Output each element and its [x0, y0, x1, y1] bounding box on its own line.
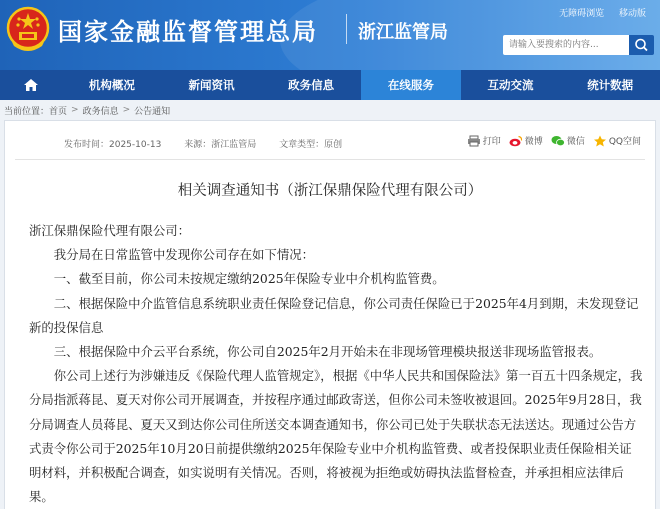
- nav-news[interactable]: 新闻资讯: [188, 78, 235, 92]
- print-button[interactable]: [467, 134, 501, 147]
- share-qzone[interactable]: [593, 134, 641, 147]
- share-weibo[interactable]: [509, 134, 543, 147]
- breadcrumb-gov-info[interactable]: 政务信息: [82, 106, 119, 117]
- breadcrumb-notices[interactable]: 公告通知: [134, 106, 171, 117]
- article-divider: [15, 159, 645, 160]
- body-paragraph: 你公司上述行为涉嫌违反《保险代理人监管规定》，根据《中华人民共和国保险法》第一百五十四条规定，我分局指派蒋昆、夏天对你公司开展调查，并按程序通过邮政寄送，但你公司未签收被退回。2025年9月28日，我分局调查人员蒋昆、夏天又到达你公司住所送交本调查通知书，你公司已处于失联状态无法送达。现通过公告方式责令你公司于2025年10月20日前提供缴纳2025年保险专业中介机构监管费、或者投保职业责任保险相关证明材料，并积极配合调查，如实说明有关情况。否则，将被视为拒绝或妨碍执法监督检查，并承担相应法律后果。: [29, 368, 643, 505]
- nav-government-info[interactable]: 政务信息: [288, 78, 335, 92]
- body-paragraph: 二、根据保险中介监管信息系统职业责任保险登记信息，你公司责任保险已于2025年4月到期，未发现登记新的投保信息: [29, 295, 639, 335]
- body-paragraph: 我分局在日常监管中发现你公司存在如下情况：: [53, 247, 314, 263]
- nav-interaction[interactable]: 互动交流: [487, 78, 534, 92]
- site-title[interactable]: 国家金融监督管理总局: [58, 17, 318, 46]
- branch-title[interactable]: 浙江监管局: [358, 22, 448, 43]
- breadcrumb-prefix: 当前位置：: [4, 106, 50, 117]
- search-input[interactable]: [503, 35, 629, 55]
- salutation: 浙江保鼎保险代理有限公司：: [29, 223, 191, 238]
- weibo-icon: [509, 135, 523, 147]
- national-emblem-icon: [6, 6, 50, 56]
- article-panel: [4, 120, 656, 509]
- share-tools: [459, 134, 641, 147]
- access-links: [547, 6, 646, 19]
- search-icon: [629, 35, 654, 55]
- article-meta: [64, 137, 362, 150]
- body-paragraph: 三、根据保险中介云平台系统，你公司自2025年2月开始未在非现场管理模块报送非现场监管报表。: [53, 344, 602, 360]
- breadcrumb-home[interactable]: 首页: [49, 106, 68, 117]
- search-button[interactable]: [629, 35, 654, 55]
- accessibility-link[interactable]: 无障碍浏览: [559, 9, 605, 19]
- home-icon: [23, 78, 39, 92]
- article-title: 相关调查通知书（浙江保鼎保险代理有限公司）: [177, 183, 483, 199]
- breadcrumb: 当前位置： 首页 > 政务信息 > 公告通知: [4, 105, 171, 117]
- article-type: 文章类型：原创: [279, 140, 343, 150]
- wechat-label: 微信: [566, 137, 585, 147]
- print-label: 打印: [482, 137, 501, 147]
- title-divider: [346, 14, 347, 44]
- article-body: [29, 219, 643, 509]
- weibo-label: 微博: [524, 137, 543, 147]
- share-wechat[interactable]: [551, 134, 585, 147]
- nav-home[interactable]: [0, 70, 62, 100]
- publish-time: 发布时间：2025-10-13: [64, 140, 162, 150]
- wechat-icon: [551, 135, 565, 147]
- site-header: [0, 0, 660, 70]
- body-paragraph: 一、截至目前，你公司未按规定缴纳2025年保险专业中介机构监管费。: [53, 271, 445, 287]
- article-source: 来源：浙江监管局: [184, 140, 257, 150]
- mobile-link[interactable]: 移动版: [618, 9, 646, 19]
- qzone-icon: [593, 135, 607, 147]
- nav-statistics[interactable]: 统计数据: [587, 78, 634, 92]
- nav-institution[interactable]: 机构概况: [88, 78, 135, 92]
- main-nav: [0, 70, 660, 100]
- nav-online-service[interactable]: 在线服务: [361, 70, 461, 100]
- qzone-label: QQ空间: [608, 137, 641, 147]
- print-icon: [467, 135, 481, 147]
